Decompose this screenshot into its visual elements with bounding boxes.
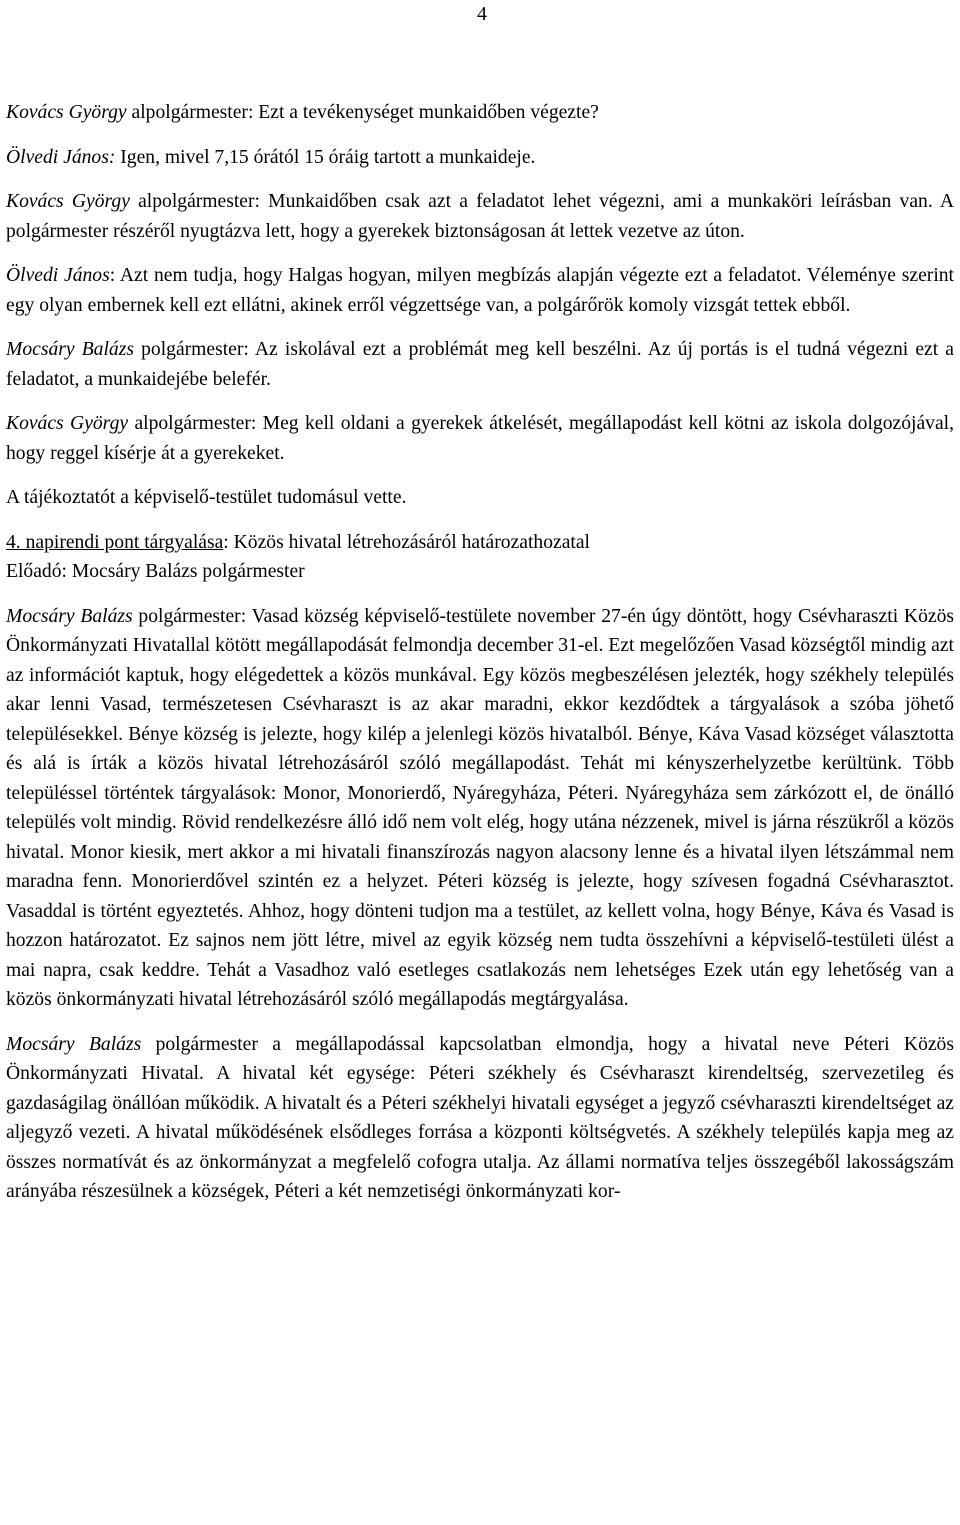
speaker-name: Ölvedi János:: [6, 146, 116, 168]
resolution-note: [6, 483, 954, 513]
paragraph-text: polgármester a megállapodással kapcsolatban elmondja, hogy a hivatal neve Péteri Közös Önkormányzati Hivatal. A hivatal két egysége: Péteri székhely és Csévharaszt kirendeltség, szervezetileg és gazdaságilag önállóan működik. A hivatalt és a Péteri székhelyi hivatali egységet a jegyző csévharaszti kirendeltséget az aljegyző vezeti. A hivatal működésének elsődleges forrása a központi költségvetés. A székhely település kapja meg az összes normatívát és az önkormányzat a megfelelő cofogra utalja. Az állami normatíva teljes összegéből lakosságszám arányába részesülnek a községek, Péteri a két nemzetiségi önkormányzati kor-: [6, 1033, 954, 1202]
agenda-label: 4. napirendi pont tárgyalása: [6, 531, 224, 553]
page-number: 4: [477, 3, 487, 25]
dialogue-paragraph-7: [6, 602, 954, 1015]
dialogue-paragraph-1: [6, 98, 954, 128]
document-body: [6, 98, 954, 1207]
paragraph-text: polgármester: Az iskolával ezt a problémát meg kell beszélni. Az új portás is el tudná végezni ezt a feladatot, a munkaidejébe belefér.: [6, 339, 954, 390]
paragraph-text: Igen, mivel 7,15 órától 15 óráig tartott a munkaideje.: [115, 146, 536, 168]
dialogue-paragraph-2: [6, 143, 954, 173]
dialogue-paragraph-5: [6, 335, 954, 394]
dialogue-paragraph-4: [6, 261, 954, 320]
paragraph-text: alpolgármester: Munkaidőben csak azt a feladatot lehet végezni, ami a munkaköri leírásban van. A polgármester részéről nyugtázva lett, hogy a gyerekek biztonságosan át lettek vezetve az úton.: [6, 191, 954, 242]
paragraph-text: alpolgármester: Meg kell oldani a gyerekek átkelését, megállapodást kell kötni az iskola dolgozójával, hogy reggel kísérje át a gyerekeket.: [6, 413, 954, 464]
dialogue-paragraph-8: [6, 1030, 954, 1207]
agenda-title: Közös hivatal létrehozásáról határozathozatal: [228, 531, 590, 553]
agenda-colon: :: [223, 531, 229, 553]
dialogue-paragraph-3: [6, 187, 954, 246]
paragraph-text: A tájékoztatót a képviselő-testület tudomásul vette.: [6, 487, 407, 508]
speaker-name: Kovács György: [6, 413, 129, 434]
speaker-name: Kovács György: [6, 102, 127, 123]
paragraph-text: : Azt nem tudja, hogy Halgas hogyan, milyen megbízás alapján végezte ezt a feladatot. Véleménye szerint egy olyan embernek kell ezt ellátni, akinek erről végzettsége van, a polgárőrök komoly vizsgát tettek ebből.: [6, 265, 955, 316]
paragraph-text: alpolgármester: Ezt a tevékenységet munkaidőben végezte?: [126, 102, 599, 123]
dialogue-paragraph-6: [6, 409, 954, 468]
speaker-name: Ölvedi János: [6, 265, 110, 286]
speaker-name: Kovács György: [6, 191, 130, 212]
speaker-name: Mocsáry Balázs: [6, 605, 133, 627]
speaker-name: Mocsáry Balázs: [6, 339, 134, 360]
speaker-name: Mocsáry Balázs: [6, 1033, 142, 1055]
agenda-heading: [6, 528, 954, 587]
paragraph-text: polgármester: Vasad község képviselő-testülete november 27-én úgy döntött, hogy Csévharaszti Közös Önkormányzati Hivatallal kötött megállapodását felmondja december 31-el. Ezt megelőzően Vasad községtől mindig azt az információt kaptuk, hogy elégedettek a közös munkával. Egy közös megbeszélésen jelezték, hogy székhely település akar lenni Vasad, természetesen Csévharaszt is az akar maradni, ekkor kezdődtek a tárgyalások a szóba jöhető településekkel. Bénye község is jelezte, hogy kilép a jelenlegi közös hivatalból. Bénye, Káva Vasad községet választotta és alá is írták a közös hivatal létrehozásáról szóló megállapodást. Tehát mi kényszerhelyzetbe kerültünk. Több településsel történtek tárgyalások: Monor, Monorierdő, Nyáregyháza, Péteri. Nyáregyháza sem zárkózott el, de önálló település volt mindig. Rövid rendelkezésre álló idő nem volt elég, hogy utána nézzenek, mivel is járna részükről a közös hivatal. Monor kiesik, mert akkor a mi hivatali finanszírozás nagyon alacsony lenne és a hivatal ilyen létszámmal nem maradna fenn. Monorierdővel szintén ez a helyzet. Péteri község is jelezte, hogy szívesen fogadná Csévharasztot. Vasaddal is történt egyeztetés. Ahhoz, hogy dönteni tudjon ma a testület, az kellett volna, hogy Bénye, Káva és Vasad is hozzon határozatot. Ez sajnos nem jött létre, mivel az egyik község nem tudta összehívni a képviselő-testületi ülést a mai napra, csak keddre. Tehát a Vasadhoz való esetleges csatlakozás nem lehetséges Ezek után egy lehetőség van a közös önkormányzati hivatal létrehozásáról szóló megállapodás megtárgyalása.: [6, 605, 955, 1010]
agenda-presenter: Előadó: Mocsáry Balázs polgármester: [6, 561, 305, 582]
